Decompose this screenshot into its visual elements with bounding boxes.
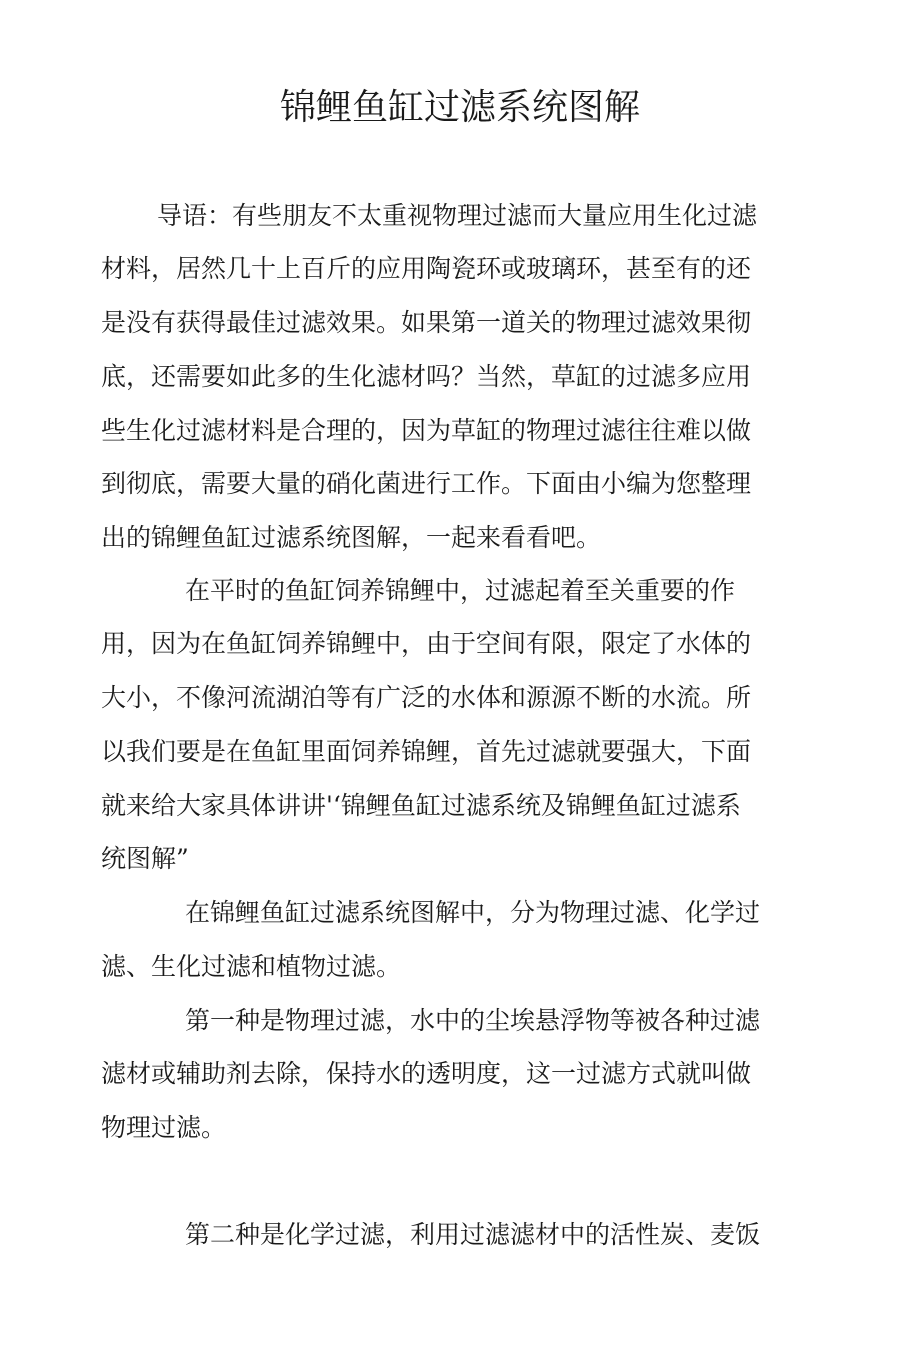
text-line: 大小，不像河流湖泊等有广泛的水体和源源不断的水流。所 xyxy=(101,683,752,712)
text-line: 第二种是化学过滤，利用过滤滤材中的活性炭、麦饭 xyxy=(185,1220,761,1249)
text-line: 是没有获得最佳过滤效果。如果第一道关的物理过滤效果彻 xyxy=(101,308,752,337)
text-line: 用，因为在鱼缸饲养锦鲤中，由于空间有限，限定了水体的 xyxy=(101,629,752,658)
text-line: 到彻底，需要大量的硝化菌进行工作。下面由小编为您整理 xyxy=(101,469,752,498)
text-line: 些生化过滤材料是合理的，因为草缸的物理过滤往往难以做 xyxy=(101,416,752,445)
text-line: 材料，居然几十上百斤的应用陶瓷环或玻璃环，甚至有的还 xyxy=(101,254,752,283)
text-line: 滤、生化过滤和植物过滤。 xyxy=(101,952,402,981)
text-line: 在锦鲤鱼缸过滤系统图解中，分为物理过滤、化学过 xyxy=(185,898,761,927)
text-line: 导语：有些朋友不太重视物理过滤而大量应用生化过滤 xyxy=(157,201,758,230)
text-line: 统图解” xyxy=(101,844,189,873)
text-line: 第一种是物理过滤，水中的尘埃悬浮物等被各种过滤 xyxy=(185,1006,761,1035)
text-line: 以我们要是在鱼缸里面饲养锦鲤，首先过滤就要强大，下面 xyxy=(101,737,752,766)
text-line: 在平时的鱼缸饲养锦鲤中，过滤起着至关重要的作 xyxy=(185,576,736,605)
text-line: 物理过滤。 xyxy=(101,1113,227,1142)
text-line: 底，还需要如此多的生化滤材吗？当然，草缸的过滤多应用 xyxy=(101,362,752,391)
text-line: 滤材或辅助剂去除，保持水的透明度，这一过滤方式就叫做 xyxy=(101,1059,752,1088)
text-line: 就来给大家具体讲讲'‘锦鲤鱼缸过滤系统及锦鲤鱼缸过滤系 xyxy=(101,791,741,820)
text-line: 出的锦鲤鱼缸过滤系统图解，一起来看看吧。 xyxy=(101,523,602,552)
document-title: 锦鲤鱼缸过滤系统图解 xyxy=(279,87,640,128)
